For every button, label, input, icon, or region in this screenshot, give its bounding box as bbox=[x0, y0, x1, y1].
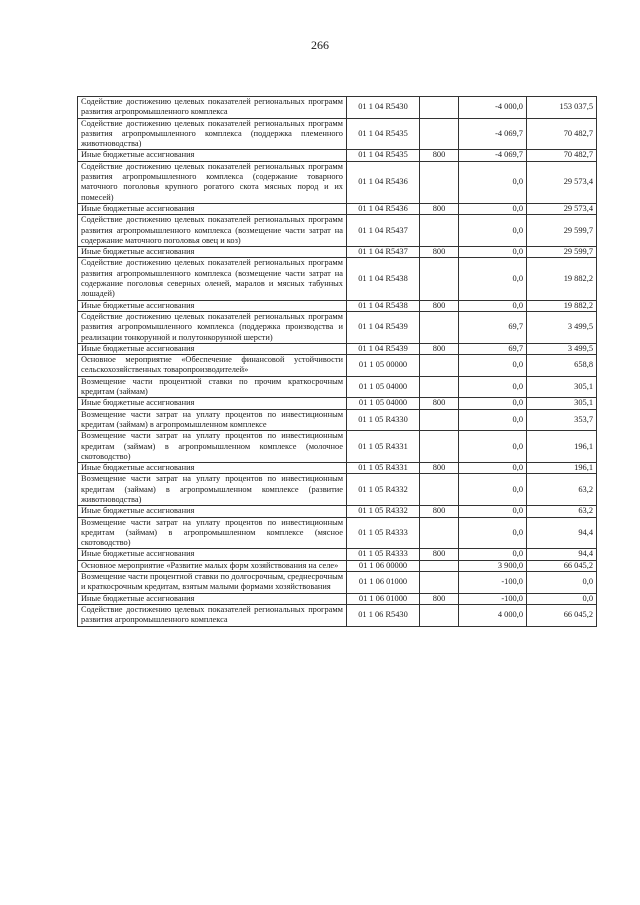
row-change-cell: 0,0 bbox=[459, 474, 527, 506]
row-change-cell: 0,0 bbox=[459, 258, 527, 300]
row-sum-cell: 29 599,7 bbox=[527, 247, 597, 258]
row-name-cell: Возмещение части затрат на уплату процентов по инвестиционным кредитам (займам) в агропромышленном комплексе (молочное скотоводство) bbox=[78, 431, 347, 463]
row-code-cell: 01 1 05 R4333 bbox=[347, 549, 420, 560]
row-code-cell: 01 1 04 R5430 bbox=[347, 97, 420, 119]
row-expense-type-cell: 800 bbox=[420, 506, 459, 517]
table-row bbox=[78, 549, 597, 560]
row-expense-type-cell bbox=[420, 409, 459, 431]
row-change-cell: -100,0 bbox=[459, 593, 527, 604]
row-name-cell: Возмещение части затрат на уплату процентов по инвестиционным кредитам (займам) в агропромышленном комплексе bbox=[78, 409, 347, 431]
table-row bbox=[78, 311, 597, 343]
table-row bbox=[78, 150, 597, 161]
row-expense-type-cell bbox=[420, 474, 459, 506]
row-code-cell: 01 1 04 R5436 bbox=[347, 161, 420, 203]
table-row bbox=[78, 343, 597, 354]
row-expense-type-cell bbox=[420, 376, 459, 398]
row-name-cell: Возмещение части затрат на уплату процентов по инвестиционным кредитам (займам) в агропромышленном комплексе (развитие животноводства) bbox=[78, 474, 347, 506]
row-name-cell: Иные бюджетные ассигнования bbox=[78, 549, 347, 560]
row-code-cell: 01 1 04 R5436 bbox=[347, 203, 420, 214]
row-change-cell: -4 069,7 bbox=[459, 150, 527, 161]
row-change-cell: 0,0 bbox=[459, 398, 527, 409]
table-row bbox=[78, 431, 597, 463]
row-name-cell: Иные бюджетные ассигнования bbox=[78, 398, 347, 409]
row-code-cell: 01 1 04 R5439 bbox=[347, 311, 420, 343]
row-sum-cell: 94,4 bbox=[527, 517, 597, 549]
row-change-cell: 3 900,0 bbox=[459, 560, 527, 571]
row-sum-cell: 19 882,2 bbox=[527, 300, 597, 311]
table-row bbox=[78, 604, 597, 626]
row-sum-cell: 29 599,7 bbox=[527, 215, 597, 247]
row-code-cell: 01 1 04 R5439 bbox=[347, 343, 420, 354]
row-code-cell: 01 1 06 R5430 bbox=[347, 604, 420, 626]
row-change-cell: 0,0 bbox=[459, 247, 527, 258]
row-expense-type-cell bbox=[420, 517, 459, 549]
row-code-cell: 01 1 04 R5438 bbox=[347, 258, 420, 300]
row-sum-cell: 658,8 bbox=[527, 355, 597, 377]
row-expense-type-cell bbox=[420, 161, 459, 203]
table-row bbox=[78, 572, 597, 594]
row-change-cell: 4 000,0 bbox=[459, 604, 527, 626]
row-code-cell: 01 1 05 R4332 bbox=[347, 474, 420, 506]
row-code-cell: 01 1 06 01000 bbox=[347, 572, 420, 594]
row-change-cell: 0,0 bbox=[459, 517, 527, 549]
row-sum-cell: 63,2 bbox=[527, 474, 597, 506]
row-expense-type-cell: 800 bbox=[420, 203, 459, 214]
row-change-cell: -4 069,7 bbox=[459, 118, 527, 150]
row-name-cell: Содействие достижению целевых показателей региональных программ развития агропромышленного комплекса bbox=[78, 604, 347, 626]
table-row bbox=[78, 355, 597, 377]
row-change-cell: 0,0 bbox=[459, 215, 527, 247]
row-name-cell: Содействие достижению целевых показателей региональных программ развития агропромышленного комплекса (возмещение части затрат на содержание поголовья северных оленей, маралов и мясных табунных лошадей) bbox=[78, 258, 347, 300]
row-sum-cell: 94,4 bbox=[527, 549, 597, 560]
row-name-cell: Иные бюджетные ассигнования bbox=[78, 343, 347, 354]
row-code-cell: 01 1 05 R4332 bbox=[347, 506, 420, 517]
row-name-cell: Содействие достижению целевых показателей региональных программ развития агропромышленного комплекса (поддержка производства и реализации тонкорунной и полутонкорунной шерсти) bbox=[78, 311, 347, 343]
table-row bbox=[78, 506, 597, 517]
row-name-cell: Основное мероприятие «Обеспечение финансовой устойчивости сельскохозяйственных товаропроизводителей» bbox=[78, 355, 347, 377]
row-change-cell: 0,0 bbox=[459, 161, 527, 203]
row-code-cell: 01 1 05 R4333 bbox=[347, 517, 420, 549]
row-sum-cell: 196,1 bbox=[527, 431, 597, 463]
table-row bbox=[78, 376, 597, 398]
row-code-cell: 01 1 06 00000 bbox=[347, 560, 420, 571]
row-expense-type-cell: 800 bbox=[420, 549, 459, 560]
row-name-cell: Возмещение части процентной ставки по долгосрочным, среднесрочным и краткосрочным кредитам, взятым малыми формами хозяйствования bbox=[78, 572, 347, 594]
row-sum-cell: 0,0 bbox=[527, 572, 597, 594]
row-expense-type-cell: 800 bbox=[420, 300, 459, 311]
table-row bbox=[78, 203, 597, 214]
row-code-cell: 01 1 05 04000 bbox=[347, 398, 420, 409]
table-row bbox=[78, 247, 597, 258]
row-sum-cell: 63,2 bbox=[527, 506, 597, 517]
row-change-cell: 0,0 bbox=[459, 409, 527, 431]
row-name-cell: Иные бюджетные ассигнования bbox=[78, 300, 347, 311]
row-code-cell: 01 1 04 R5438 bbox=[347, 300, 420, 311]
row-change-cell: 0,0 bbox=[459, 376, 527, 398]
table-row bbox=[78, 398, 597, 409]
row-sum-cell: 0,0 bbox=[527, 593, 597, 604]
row-expense-type-cell bbox=[420, 215, 459, 247]
row-code-cell: 01 1 05 R4331 bbox=[347, 431, 420, 463]
row-expense-type-cell: 800 bbox=[420, 343, 459, 354]
row-sum-cell: 153 037,5 bbox=[527, 97, 597, 119]
row-name-cell: Содействие достижению целевых показателей региональных программ развития агропромышленного комплекса bbox=[78, 97, 347, 119]
row-name-cell: Иные бюджетные ассигнования bbox=[78, 247, 347, 258]
row-sum-cell: 353,7 bbox=[527, 409, 597, 431]
row-name-cell: Иные бюджетные ассигнования bbox=[78, 150, 347, 161]
row-name-cell: Иные бюджетные ассигнования bbox=[78, 463, 347, 474]
row-change-cell: 0,0 bbox=[459, 431, 527, 463]
row-sum-cell: 196,1 bbox=[527, 463, 597, 474]
table-row bbox=[78, 517, 597, 549]
row-code-cell: 01 1 05 R4331 bbox=[347, 463, 420, 474]
row-expense-type-cell: 800 bbox=[420, 463, 459, 474]
row-expense-type-cell bbox=[420, 431, 459, 463]
table-row bbox=[78, 560, 597, 571]
table-row bbox=[78, 593, 597, 604]
row-change-cell: 0,0 bbox=[459, 300, 527, 311]
row-change-cell: 0,0 bbox=[459, 355, 527, 377]
table-row bbox=[78, 97, 597, 119]
table-row bbox=[78, 409, 597, 431]
row-sum-cell: 70 482,7 bbox=[527, 150, 597, 161]
row-code-cell: 01 1 06 01000 bbox=[347, 593, 420, 604]
row-expense-type-cell bbox=[420, 311, 459, 343]
row-expense-type-cell bbox=[420, 604, 459, 626]
row-name-cell: Иные бюджетные ассигнования bbox=[78, 506, 347, 517]
row-code-cell: 01 1 04 R5435 bbox=[347, 118, 420, 150]
row-expense-type-cell bbox=[420, 258, 459, 300]
row-change-cell: 0,0 bbox=[459, 549, 527, 560]
row-sum-cell: 66 045,2 bbox=[527, 560, 597, 571]
table-row bbox=[78, 118, 597, 150]
row-sum-cell: 3 499,5 bbox=[527, 343, 597, 354]
table-body bbox=[78, 97, 597, 627]
row-sum-cell: 19 882,2 bbox=[527, 258, 597, 300]
row-change-cell: 69,7 bbox=[459, 343, 527, 354]
row-name-cell: Возмещение части затрат на уплату процентов по инвестиционным кредитам (займам) в агропромышленном комплексе (мясное скотоводство) bbox=[78, 517, 347, 549]
table-row bbox=[78, 161, 597, 203]
row-code-cell: 01 1 05 00000 bbox=[347, 355, 420, 377]
row-name-cell: Основное мероприятие «Развитие малых форм хозяйствования на селе» bbox=[78, 560, 347, 571]
page-number: 266 bbox=[311, 38, 329, 52]
row-expense-type-cell: 800 bbox=[420, 398, 459, 409]
row-code-cell: 01 1 04 R5437 bbox=[347, 215, 420, 247]
row-expense-type-cell bbox=[420, 572, 459, 594]
row-sum-cell: 3 499,5 bbox=[527, 311, 597, 343]
row-name-cell: Содействие достижению целевых показателей региональных программ развития агропромышленного комплекса (поддержка племенного животноводства) bbox=[78, 118, 347, 150]
row-expense-type-cell bbox=[420, 97, 459, 119]
row-name-cell: Иные бюджетные ассигнования bbox=[78, 593, 347, 604]
row-sum-cell: 66 045,2 bbox=[527, 604, 597, 626]
row-expense-type-cell bbox=[420, 355, 459, 377]
row-change-cell: 0,0 bbox=[459, 203, 527, 214]
row-sum-cell: 305,1 bbox=[527, 398, 597, 409]
row-expense-type-cell: 800 bbox=[420, 247, 459, 258]
table-row bbox=[78, 215, 597, 247]
row-name-cell: Содействие достижению целевых показателей региональных программ развития агропромышленного комплекса (содержание товарного маточного поголовья крупного рогатого скота мясных пород и их помесей) bbox=[78, 161, 347, 203]
row-sum-cell: 29 573,4 bbox=[527, 203, 597, 214]
row-code-cell: 01 1 04 R5437 bbox=[347, 247, 420, 258]
row-change-cell: 0,0 bbox=[459, 463, 527, 474]
row-expense-type-cell bbox=[420, 560, 459, 571]
table-row bbox=[78, 463, 597, 474]
table-row bbox=[78, 300, 597, 311]
row-change-cell: -4 000,0 bbox=[459, 97, 527, 119]
row-change-cell: -100,0 bbox=[459, 572, 527, 594]
row-code-cell: 01 1 05 04000 bbox=[347, 376, 420, 398]
budget-table bbox=[77, 96, 597, 627]
row-name-cell: Иные бюджетные ассигнования bbox=[78, 203, 347, 214]
row-sum-cell: 305,1 bbox=[527, 376, 597, 398]
row-code-cell: 01 1 05 R4330 bbox=[347, 409, 420, 431]
row-name-cell: Содействие достижению целевых показателей региональных программ развития агропромышленного комплекса (возмещение части затрат на содержание маточного поголовья овец и коз) bbox=[78, 215, 347, 247]
row-expense-type-cell: 800 bbox=[420, 150, 459, 161]
row-sum-cell: 29 573,4 bbox=[527, 161, 597, 203]
row-change-cell: 0,0 bbox=[459, 506, 527, 517]
row-expense-type-cell bbox=[420, 118, 459, 150]
row-code-cell: 01 1 04 R5435 bbox=[347, 150, 420, 161]
row-change-cell: 69,7 bbox=[459, 311, 527, 343]
row-sum-cell: 70 482,7 bbox=[527, 118, 597, 150]
table-row bbox=[78, 258, 597, 300]
row-expense-type-cell: 800 bbox=[420, 593, 459, 604]
table-row bbox=[78, 474, 597, 506]
row-name-cell: Возмещение части процентной ставки по прочим краткосрочным кредитам (займам) bbox=[78, 376, 347, 398]
